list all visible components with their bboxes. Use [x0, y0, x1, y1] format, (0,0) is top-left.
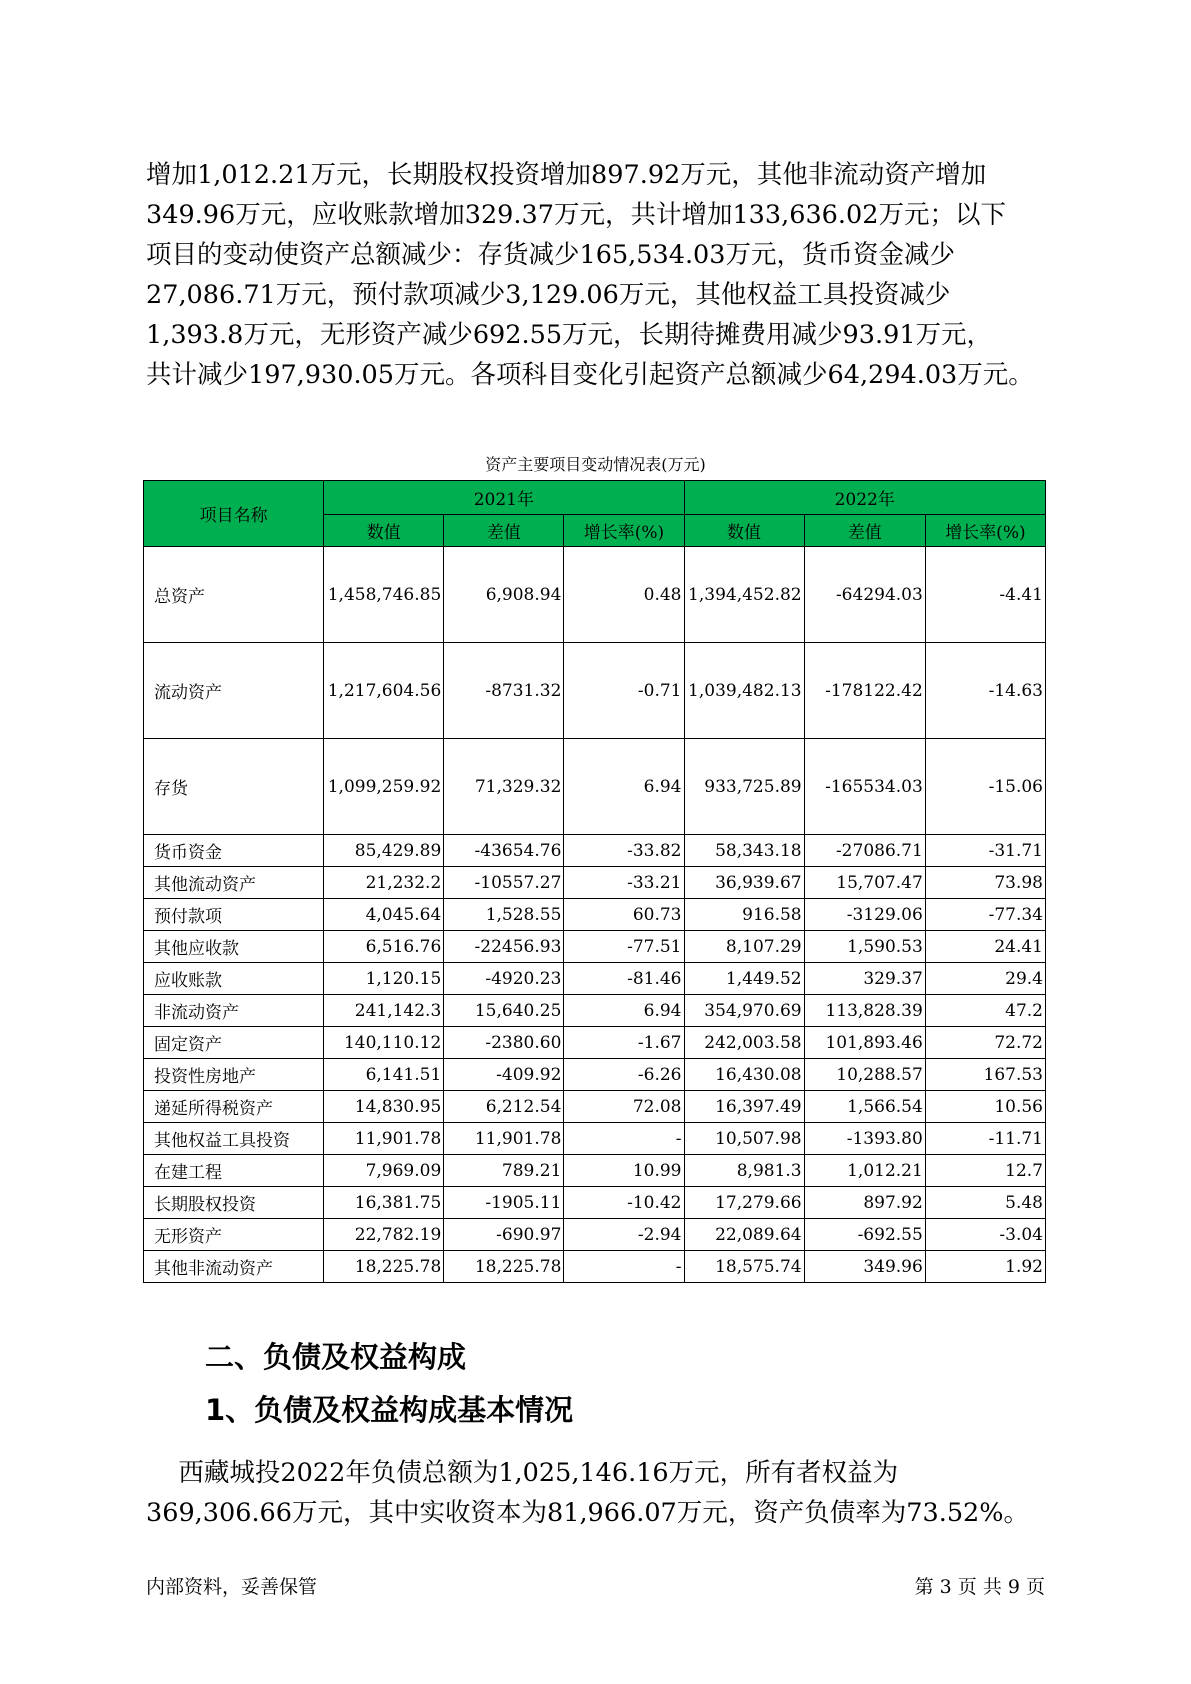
cell-growth-2021: -10.42 [564, 1187, 684, 1219]
cell-growth-2022: 73.98 [925, 867, 1045, 899]
cell-diff-2022: -692.55 [804, 1219, 925, 1251]
cell-value-2022: 1,039,482.13 [684, 643, 804, 739]
cell-value-2022: 22,089.64 [684, 1219, 804, 1251]
cell-row-name: 应收账款 [144, 963, 324, 995]
cell-diff-2021: -409.92 [444, 1059, 564, 1091]
cell-growth-2022: 72.72 [925, 1027, 1045, 1059]
cell-growth-2021: 6.94 [564, 995, 684, 1027]
cell-growth-2022: -3.04 [925, 1219, 1045, 1251]
cell-value-2021: 7,969.09 [324, 1155, 444, 1187]
header-diff-2022: 差值 [804, 515, 925, 547]
cell-diff-2021: -8731.32 [444, 643, 564, 739]
cell-value-2021: 241,142.3 [324, 995, 444, 1027]
cell-value-2021: 14,830.95 [324, 1091, 444, 1123]
cell-value-2022: 58,343.18 [684, 835, 804, 867]
cell-value-2022: 354,970.69 [684, 995, 804, 1027]
summary-line: 369,306.66万元，其中实收资本为81,966.07万元，资产负债率为73.52%。 [146, 1498, 1030, 1528]
cell-growth-2021: -81.46 [564, 963, 684, 995]
cell-row-name: 非流动资产 [144, 995, 324, 1027]
cell-growth-2022: 5.48 [925, 1187, 1045, 1219]
table-body [144, 547, 1046, 1283]
table-row [144, 963, 1046, 995]
cell-diff-2022: -178122.42 [804, 643, 925, 739]
cell-growth-2021: 10.99 [564, 1155, 684, 1187]
cell-value-2022: 18,575.74 [684, 1251, 804, 1283]
cell-value-2022: 242,003.58 [684, 1027, 804, 1059]
cell-value-2022: 1,394,452.82 [684, 547, 804, 643]
cell-diff-2021: -43654.76 [444, 835, 564, 867]
cell-growth-2021: - [564, 1123, 684, 1155]
cell-diff-2022: 349.96 [804, 1251, 925, 1283]
cell-row-name: 其他流动资产 [144, 867, 324, 899]
cell-growth-2022: 47.2 [925, 995, 1045, 1027]
table-row [144, 739, 1046, 835]
cell-diff-2021: 11,901.78 [444, 1123, 564, 1155]
intro-line: 349.96万元，应收账款增加329.37万元，共计增加133,636.02万元；以下 [146, 200, 1006, 230]
cell-value-2021: 6,516.76 [324, 931, 444, 963]
cell-growth-2022: -14.63 [925, 643, 1045, 739]
cell-growth-2021: 72.08 [564, 1091, 684, 1123]
cell-growth-2021: - [564, 1251, 684, 1283]
cell-value-2021: 22,782.19 [324, 1219, 444, 1251]
table-row [144, 867, 1046, 899]
cell-row-name: 其他应收款 [144, 931, 324, 963]
cell-growth-2021: -2.94 [564, 1219, 684, 1251]
cell-value-2022: 16,397.49 [684, 1091, 804, 1123]
table-row [144, 931, 1046, 963]
cell-diff-2021: 1,528.55 [444, 899, 564, 931]
cell-diff-2021: -2380.60 [444, 1027, 564, 1059]
cell-growth-2022: -15.06 [925, 739, 1045, 835]
intro-line: 项目的变动使资产总额减少：存货减少165,534.03万元，货币资金减少 [146, 240, 956, 270]
cell-growth-2021: -0.71 [564, 643, 684, 739]
cell-value-2021: 1,458,746.85 [324, 547, 444, 643]
cell-diff-2022: -1393.80 [804, 1123, 925, 1155]
cell-row-name: 其他权益工具投资 [144, 1123, 324, 1155]
cell-row-name: 固定资产 [144, 1027, 324, 1059]
header-growth-2022: 增长率(%) [925, 515, 1045, 547]
cell-row-name: 存货 [144, 739, 324, 835]
cell-value-2022: 16,430.08 [684, 1059, 804, 1091]
cell-diff-2022: 1,566.54 [804, 1091, 925, 1123]
table-row [144, 1187, 1046, 1219]
table-row [144, 995, 1046, 1027]
cell-row-name: 投资性房地产 [144, 1059, 324, 1091]
cell-growth-2022: 24.41 [925, 931, 1045, 963]
cell-value-2022: 916.58 [684, 899, 804, 931]
intro-paragraph [146, 155, 1046, 395]
cell-value-2021: 6,141.51 [324, 1059, 444, 1091]
cell-diff-2022: 1,012.21 [804, 1155, 925, 1187]
cell-diff-2021: -10557.27 [444, 867, 564, 899]
cell-row-name: 其他非流动资产 [144, 1251, 324, 1283]
cell-value-2022: 1,449.52 [684, 963, 804, 995]
intro-line: 27,086.71万元，预付款项减少3,129.06万元，其他权益工具投资减少 [146, 280, 951, 310]
cell-growth-2022: 10.56 [925, 1091, 1045, 1123]
cell-growth-2022: 1.92 [925, 1251, 1045, 1283]
cell-diff-2021: 6,908.94 [444, 547, 564, 643]
cell-growth-2021: -33.82 [564, 835, 684, 867]
cell-diff-2021: -4920.23 [444, 963, 564, 995]
footer-page-number: 第 3 页 共 9 页 [914, 1576, 1045, 1598]
cell-diff-2022: 101,893.46 [804, 1027, 925, 1059]
header-value-2021: 数值 [324, 515, 444, 547]
cell-growth-2022: -11.71 [925, 1123, 1045, 1155]
table-row [144, 1219, 1046, 1251]
cell-value-2021: 4,045.64 [324, 899, 444, 931]
cell-diff-2021: 15,640.25 [444, 995, 564, 1027]
cell-value-2022: 17,279.66 [684, 1187, 804, 1219]
cell-diff-2021: -690.97 [444, 1219, 564, 1251]
summary-paragraph [146, 1453, 1046, 1533]
cell-diff-2022: -64294.03 [804, 547, 925, 643]
cell-diff-2021: 71,329.32 [444, 739, 564, 835]
intro-line: 增加1,012.21万元，长期股权投资增加897.92万元，其他非流动资产增加 [146, 160, 987, 190]
summary-line: 西藏城投2022年负债总额为1,025,146.16万元，所有者权益为 [146, 1458, 899, 1488]
header-year-2021: 2021年 [324, 481, 684, 515]
cell-value-2022: 36,939.67 [684, 867, 804, 899]
cell-value-2021: 1,120.15 [324, 963, 444, 995]
cell-row-name: 递延所得税资产 [144, 1091, 324, 1123]
cell-value-2022: 933,725.89 [684, 739, 804, 835]
cell-value-2021: 85,429.89 [324, 835, 444, 867]
cell-diff-2021: -1905.11 [444, 1187, 564, 1219]
cell-row-name: 预付款项 [144, 899, 324, 931]
section-heading: 二、负债及权益构成 [205, 1340, 467, 1374]
table-row [144, 1059, 1046, 1091]
cell-growth-2022: 167.53 [925, 1059, 1045, 1091]
cell-diff-2022: 15,707.47 [804, 867, 925, 899]
asset-change-table [143, 480, 1046, 1283]
cell-diff-2021: -22456.93 [444, 931, 564, 963]
cell-growth-2022: -31.71 [925, 835, 1045, 867]
table-row [144, 835, 1046, 867]
cell-diff-2021: 789.21 [444, 1155, 564, 1187]
cell-growth-2021: 6.94 [564, 739, 684, 835]
cell-value-2021: 140,110.12 [324, 1027, 444, 1059]
cell-value-2022: 8,107.29 [684, 931, 804, 963]
header-growth-2021: 增长率(%) [564, 515, 684, 547]
table-row [144, 1123, 1046, 1155]
cell-value-2021: 1,099,259.92 [324, 739, 444, 835]
header-item-name: 项目名称 [144, 481, 324, 547]
cell-growth-2021: -6.26 [564, 1059, 684, 1091]
cell-diff-2022: 329.37 [804, 963, 925, 995]
cell-growth-2022: 12.7 [925, 1155, 1045, 1187]
cell-row-name: 总资产 [144, 547, 324, 643]
cell-diff-2022: -3129.06 [804, 899, 925, 931]
cell-diff-2022: 1,590.53 [804, 931, 925, 963]
cell-value-2021: 16,381.75 [324, 1187, 444, 1219]
table-row [144, 1251, 1046, 1283]
cell-value-2022: 8,981.3 [684, 1155, 804, 1187]
cell-diff-2022: -165534.03 [804, 739, 925, 835]
cell-growth-2022: -77.34 [925, 899, 1045, 931]
cell-value-2021: 11,901.78 [324, 1123, 444, 1155]
cell-diff-2022: 113,828.39 [804, 995, 925, 1027]
cell-value-2021: 18,225.78 [324, 1251, 444, 1283]
cell-growth-2022: 29.4 [925, 963, 1045, 995]
cell-value-2021: 21,232.2 [324, 867, 444, 899]
subsection-heading: 1、负债及权益构成基本情况 [205, 1393, 574, 1427]
cell-row-name: 货币资金 [144, 835, 324, 867]
cell-growth-2021: 0.48 [564, 547, 684, 643]
table-row [144, 1155, 1046, 1187]
intro-line: 1,393.8万元，无形资产减少692.55万元，长期待摊费用减少93.91万元， [146, 320, 993, 350]
cell-growth-2022: -4.41 [925, 547, 1045, 643]
cell-diff-2022: -27086.71 [804, 835, 925, 867]
cell-row-name: 流动资产 [144, 643, 324, 739]
header-year-2022: 2022年 [684, 481, 1046, 515]
header-value-2022: 数值 [684, 515, 804, 547]
cell-row-name: 在建工程 [144, 1155, 324, 1187]
cell-growth-2021: -1.67 [564, 1027, 684, 1059]
footer-confidential-note: 内部资料，妥善保管 [146, 1576, 318, 1598]
cell-growth-2021: -33.21 [564, 867, 684, 899]
table-caption: 资产主要项目变动情况表(万元) [485, 455, 706, 474]
cell-growth-2021: 60.73 [564, 899, 684, 931]
table-row [144, 643, 1046, 739]
cell-row-name: 无形资产 [144, 1219, 324, 1251]
intro-line: 共计减少197,930.05万元。各项科目变化引起资产总额减少64,294.03万元。 [146, 360, 1034, 390]
header-diff-2021: 差值 [444, 515, 564, 547]
table-row [144, 1091, 1046, 1123]
cell-growth-2021: -77.51 [564, 931, 684, 963]
cell-row-name: 长期股权投资 [144, 1187, 324, 1219]
table-row [144, 899, 1046, 931]
table-row [144, 547, 1046, 643]
cell-diff-2021: 6,212.54 [444, 1091, 564, 1123]
cell-value-2021: 1,217,604.56 [324, 643, 444, 739]
cell-diff-2021: 18,225.78 [444, 1251, 564, 1283]
table-row [144, 1027, 1046, 1059]
cell-value-2022: 10,507.98 [684, 1123, 804, 1155]
cell-diff-2022: 897.92 [804, 1187, 925, 1219]
cell-diff-2022: 10,288.57 [804, 1059, 925, 1091]
